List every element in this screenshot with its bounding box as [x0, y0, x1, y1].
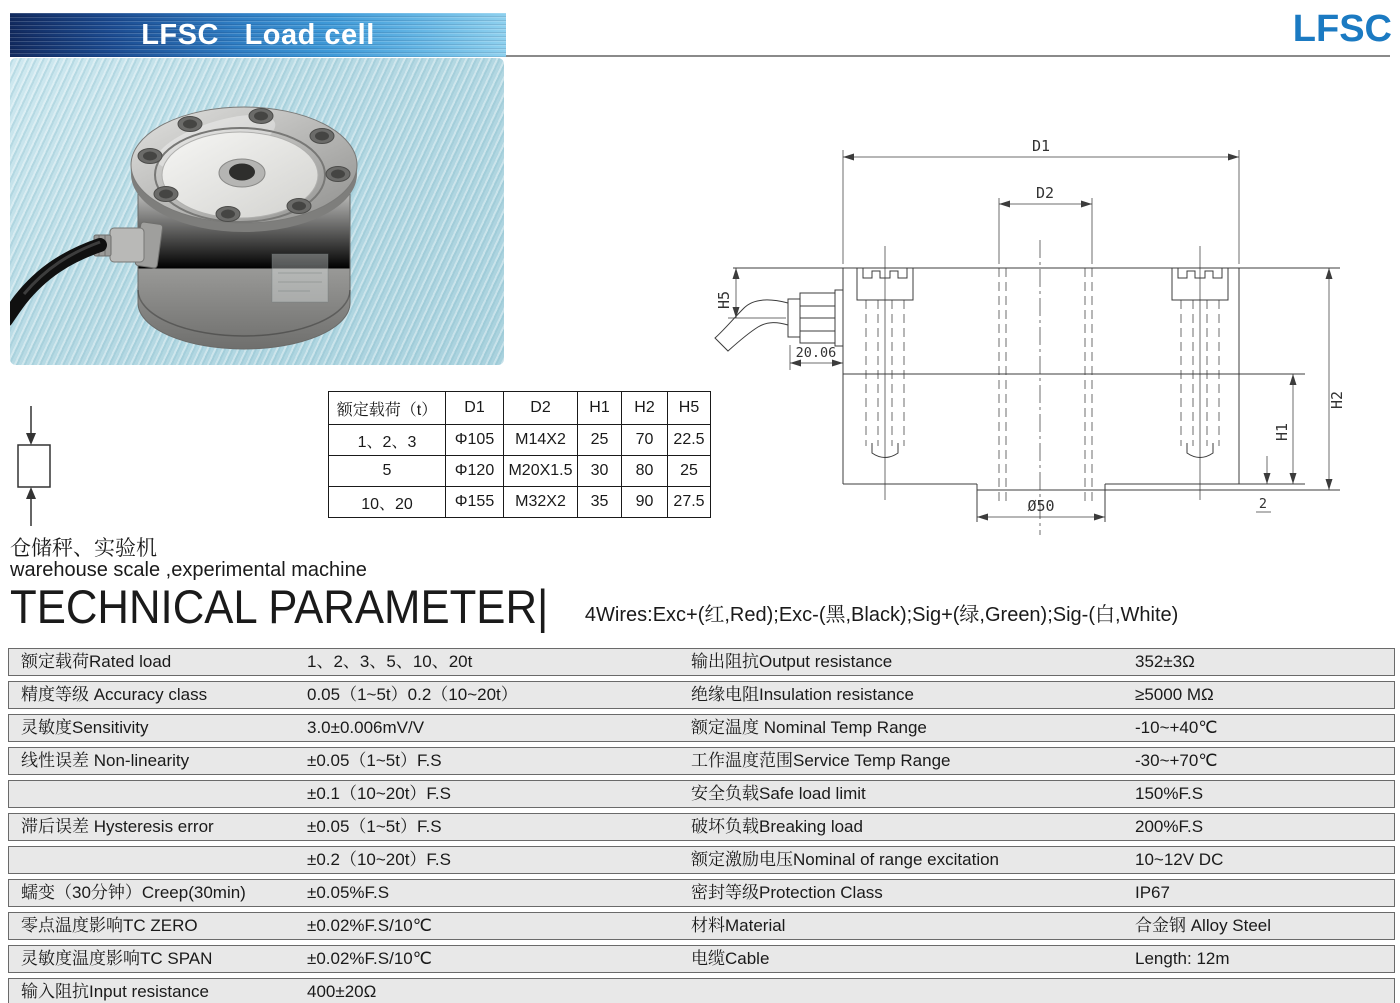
dim-col-h2: H2: [622, 392, 668, 425]
dim-cell: 27.5: [668, 487, 711, 518]
dim-cell: 30: [578, 456, 622, 487]
param-value: ±0.02%F.S/10℃: [307, 916, 432, 935]
product-photo: [10, 58, 504, 365]
param-label: 零点温度影响TC ZERO: [21, 916, 198, 935]
bolt-section-right: [1172, 246, 1228, 500]
param-value: Length: 12m: [1135, 949, 1230, 968]
dim-cell: Φ155: [446, 487, 504, 518]
param-value: ±0.05（1~5t）F.S: [307, 817, 442, 836]
table-row: [8, 978, 1395, 1003]
dim-cell: 80: [622, 456, 668, 487]
dim-cell: 70: [622, 425, 668, 456]
header-divider: [506, 55, 1390, 57]
dim-cell: 25: [578, 425, 622, 456]
param-label: 安全负载Safe load limit: [691, 784, 866, 803]
dim-col-d1: D1: [446, 392, 504, 425]
table-row: [8, 912, 1395, 940]
dim-cell: M20X1.5: [504, 456, 578, 487]
param-label: 破坏负载Breaking load: [691, 817, 863, 836]
dim-label-step: 2: [1258, 496, 1268, 512]
table-row: [329, 456, 711, 487]
param-value: -10~+40℃: [1135, 718, 1218, 737]
param-value: ±0.2（10~20t）F.S: [307, 850, 451, 869]
wiring-note: 4Wires:Exc+(红,Red);Exc-(黑,Black);Sig+(绿,Green);Sig-(白,White): [584, 604, 1179, 626]
body-sticker: [272, 254, 328, 302]
param-label: 电缆Cable: [691, 949, 770, 968]
technical-parameter-heading: [10, 580, 1179, 633]
bolt-section-left: [857, 246, 913, 500]
param-value: 0.05（1~5t）0.2（10~20t）: [307, 685, 518, 704]
param-label: 额定激励电压Nominal of range excitation: [691, 850, 1000, 869]
param-value: 3.0±0.006mV/V: [307, 718, 425, 737]
param-value: 1、2、3、5、10、20t: [307, 652, 473, 671]
dim-cell: 90: [622, 487, 668, 518]
center-hole: [229, 164, 255, 181]
table-row: [8, 648, 1395, 676]
param-label: 密封等级Protection Class: [691, 883, 883, 902]
param-value: [1129, 979, 1394, 1003]
param-label: [681, 979, 1129, 1003]
table-row: [8, 879, 1395, 907]
table-row: [8, 780, 1395, 808]
dim-cell: 5: [329, 456, 446, 487]
param-label: 工作温度范围Service Temp Range: [691, 751, 951, 770]
technical-drawing: [700, 125, 1400, 590]
table-row: [8, 813, 1395, 841]
param-label: 输入阻抗Input resistance: [21, 982, 210, 1001]
param-value: 10~12V DC: [1135, 850, 1224, 869]
table-row: [8, 681, 1395, 709]
param-value: IP67: [1135, 883, 1170, 902]
param-value: 200%F.S: [1135, 817, 1204, 836]
dim-label-d1: D1: [1031, 137, 1051, 155]
param-label: 滞后误差 Hysteresis error: [21, 817, 214, 836]
dim-cell: M14X2: [504, 425, 578, 456]
param-value: -30~+70℃: [1135, 751, 1218, 770]
dim-cell: Φ120: [446, 456, 504, 487]
param-value: 合金钢 Alloy Steel: [1135, 916, 1272, 935]
param-label: [9, 847, 301, 873]
param-label: 灵敏度温度影响TC SPAN: [21, 949, 213, 968]
param-label: 额定温度 Nominal Temp Range: [691, 718, 927, 737]
load-direction-symbol: [8, 400, 68, 532]
dim-cell: 35: [578, 487, 622, 518]
table-row: [8, 945, 1395, 973]
cable: [10, 245, 100, 320]
drawing-cable-gland: [715, 290, 843, 351]
param-value: ±0.05（1~5t）F.S: [307, 751, 442, 770]
dim-label-d2: D2: [1035, 184, 1055, 202]
dim-cell: 25: [668, 456, 711, 487]
param-value: ±0.05%F.S: [307, 883, 390, 902]
dim-label-h5: H5: [715, 290, 733, 310]
param-label: [9, 781, 301, 807]
dimension-table-header: [329, 392, 711, 425]
table-row: [8, 747, 1395, 775]
dim-label-boss: Ø50: [1027, 497, 1055, 515]
section-title: TECHNICAL PARAMETER|: [10, 580, 549, 633]
table-row: [8, 846, 1395, 874]
param-value: 400±20Ω: [307, 982, 377, 1001]
load-cell-illustration: [10, 58, 504, 365]
application-zh: 仓储秤、实验机: [10, 537, 157, 560]
param-label: 绝缘电阻Insulation resistance: [691, 685, 914, 704]
param-label: 灵敏度Sensitivity: [21, 718, 149, 737]
dim-cell: Φ105: [446, 425, 504, 456]
dim-label-cable: 20.06: [795, 345, 837, 361]
param-label: 额定载荷Rated load: [21, 652, 172, 671]
param-label: 蠕变（30分钟）Creep(30min): [21, 883, 246, 902]
table-row: [8, 714, 1395, 742]
table-row: [329, 487, 711, 518]
application-en: warehouse scale ,experimental machine: [10, 559, 367, 581]
dim-label-h2: H2: [1328, 390, 1346, 410]
param-value: 150%F.S: [1135, 784, 1204, 803]
dim-col-h1: H1: [578, 392, 622, 425]
param-value: ±0.1（10~20t）F.S: [307, 784, 451, 803]
banner-title: LFSC Load cell: [141, 18, 375, 51]
dim-cell: 1、2、3: [329, 425, 446, 456]
param-label: 输出阻抗Output resistance: [691, 652, 893, 671]
param-label: 精度等级 Accuracy class: [21, 685, 208, 704]
brand-logo: LFSC: [1292, 8, 1392, 50]
dimension-table: [328, 391, 711, 518]
dim-cell: 22.5: [668, 425, 711, 456]
dim-label-h1: H1: [1273, 422, 1291, 442]
parameter-table: [8, 648, 1395, 1003]
table-row: [329, 425, 711, 456]
param-value: ≥5000 MΩ: [1135, 685, 1214, 704]
param-value: ±0.02%F.S/10℃: [307, 949, 432, 968]
dim-col-h5: H5: [668, 392, 711, 425]
header-banner: [10, 13, 506, 57]
param-label: 材料Material: [691, 916, 786, 935]
dim-cell: 10、20: [329, 487, 446, 518]
dim-col-d2: D2: [504, 392, 578, 425]
dim-col-load: 额定载荷（t）: [329, 392, 446, 425]
param-value: 352±3Ω: [1135, 652, 1195, 671]
param-label: 线性误差 Non-linearity: [21, 751, 190, 770]
dim-cell: M32X2: [504, 487, 578, 518]
